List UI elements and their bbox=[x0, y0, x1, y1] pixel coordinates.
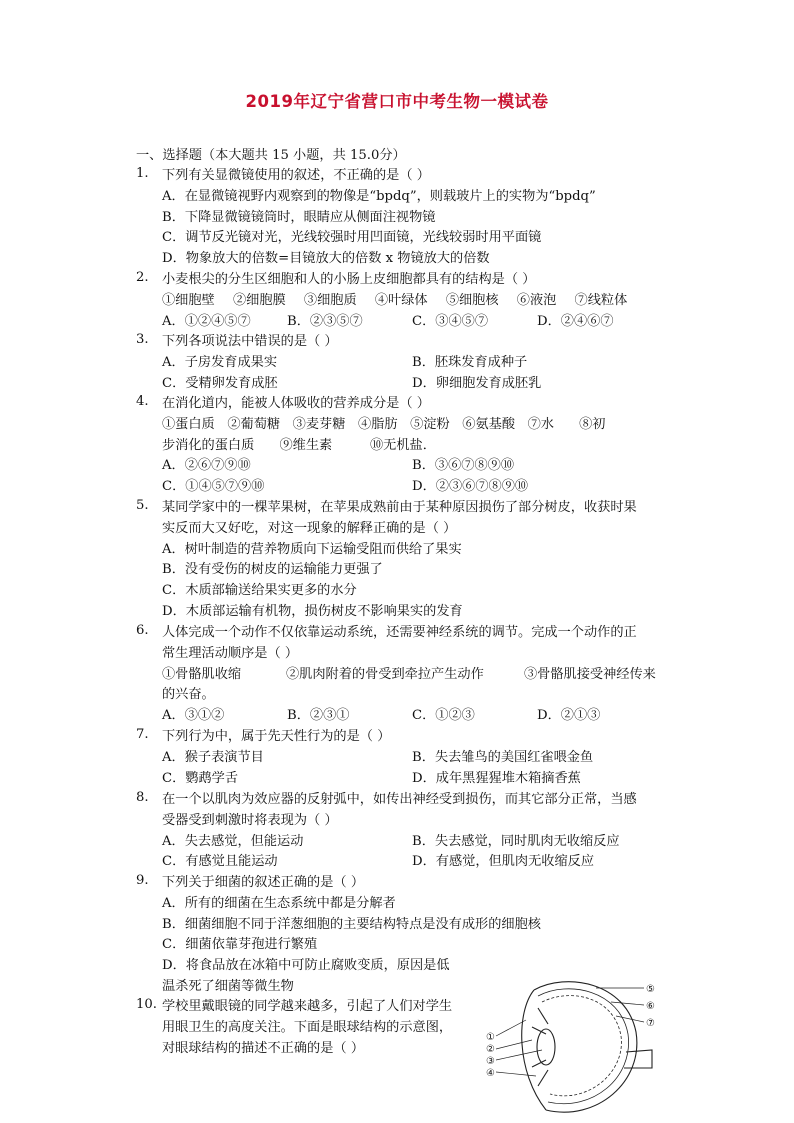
option-a: A．子房发育成果实 bbox=[162, 354, 278, 370]
question-5 bbox=[136, 498, 666, 623]
question-8 bbox=[136, 790, 666, 873]
label-3: ③ bbox=[486, 1056, 495, 1067]
option-d: D．②①③ bbox=[537, 708, 601, 724]
option-d: D．卵细胞发育成胚乳 bbox=[412, 375, 542, 391]
option-d: D．②④⑥⑦ bbox=[537, 313, 614, 329]
list-item: ③细胞质 bbox=[303, 292, 357, 308]
question-number: 3. bbox=[136, 332, 149, 347]
option-a: A．①②④⑤⑦ bbox=[162, 313, 251, 329]
page-title: 2019年辽宁省营口市中考生物一模试卷 bbox=[245, 92, 549, 111]
question-number: 8. bbox=[136, 790, 149, 805]
option-b: B．没有受伤的树皮的运输能力更强了 bbox=[162, 562, 383, 578]
list-item: ⑤细胞核 bbox=[445, 292, 499, 308]
nutrient-list: ①蛋白质 ②葡萄糖 ③麦芽糖 ④脂肪 ⑤淀粉 ⑥氨基酸 ⑦水 ⑧初 bbox=[162, 416, 606, 432]
option-a: A．树叶制造的营养物质向下运输受阻而供给了果实 bbox=[162, 541, 462, 557]
question-stem: 下列有关显微镜使用的叙述，不正确的是（ ） bbox=[162, 168, 430, 183]
question-number: 5. bbox=[136, 498, 149, 513]
question-stem: 在消化道内，能被人体吸收的营养成分是（ ） bbox=[162, 396, 430, 411]
question-4 bbox=[136, 394, 666, 498]
option-c: C．受精卵发育成胚 bbox=[162, 375, 278, 391]
option-c: C．有感觉且能运动 bbox=[162, 854, 278, 870]
option-c: C．①②③ bbox=[412, 708, 475, 724]
list-item: ①细胞壁 bbox=[162, 292, 215, 308]
label-1: ① bbox=[486, 1032, 495, 1043]
option-b: B．②③⑤⑦ bbox=[287, 313, 363, 329]
list-item: ②细胞膜 bbox=[232, 292, 286, 308]
question-stem: 在一个以肌肉为效应器的反射弧中，如传出神经受到损伤，而其它部分正常，当感 bbox=[162, 792, 637, 807]
option-d: D．物象放大的倍数=目镜放大的倍数 x 物镜放大的倍数 bbox=[162, 251, 490, 267]
optic-nerve bbox=[624, 1050, 652, 1068]
question-number: 4. bbox=[136, 394, 149, 409]
label-2: ② bbox=[486, 1044, 495, 1055]
option-c: C．木质部输送给果实更多的水分 bbox=[162, 583, 357, 599]
option-a: A．所有的细菌在生态系统中都是分解者 bbox=[162, 895, 396, 911]
list-item: ⑦线粒体 bbox=[574, 292, 628, 308]
step-item: ③骨骼肌接受神经传来 bbox=[524, 666, 656, 682]
choroid-outline bbox=[538, 989, 629, 1104]
question-stem: 人体完成一个动作不仅依靠运动系统，还需要神经系统的调节。完成一个动作的正 bbox=[162, 625, 637, 640]
lens-shape bbox=[537, 1029, 555, 1065]
cornea-outline bbox=[522, 990, 546, 1110]
question-stem-continued: 用眼卫生的高度关注。下面是眼球结构的示意图， bbox=[162, 1019, 453, 1035]
question-6 bbox=[136, 623, 666, 727]
question-stem: 小麦根尖的分生区细胞和人的小肠上皮细胞都具有的结构是（ ） bbox=[162, 272, 536, 287]
option-b: B．失去雏鸟的美国红雀喂金鱼 bbox=[412, 749, 594, 765]
question-3 bbox=[136, 332, 666, 394]
question-7 bbox=[136, 727, 666, 789]
question-stem: 下列关于细菌的叙述正确的是（ ） bbox=[162, 875, 365, 890]
section-heading: 一、选择题（本大题共 15 小题，共 15.0分） bbox=[136, 148, 406, 163]
question-stem: 下列各项说法中错误的是（ ） bbox=[162, 334, 338, 349]
question-stem-continued: 实反而大又好吃，对这一现象的解释正确的是（ ） bbox=[162, 520, 457, 536]
option-b: B．②③① bbox=[287, 708, 350, 724]
label-7: ⑦ bbox=[646, 1018, 655, 1029]
option-c: C．③④⑤⑦ bbox=[412, 313, 489, 329]
step-item: ①骨骼肌收缩 bbox=[162, 666, 242, 682]
question-stem: 学校里戴眼镜的同学越来越多，引起了人们对学生 bbox=[162, 999, 453, 1014]
option-d: D．木质部运输有机物，损伤树皮不影响果实的发育 bbox=[162, 603, 463, 619]
option-c: C．鹦鹉学舌 bbox=[162, 770, 239, 786]
question-stem-continued: 对眼球结构的描述不正确的是（ ） bbox=[162, 1040, 365, 1056]
option-a: A．在显微镜视野内观察到的物像是“bpdq”，则载玻片上的实物为“bpdq” bbox=[162, 188, 596, 204]
question-stem: 下列行为中，属于先天性行为的是（ ） bbox=[162, 729, 391, 744]
list-item: ⑥液泡 bbox=[516, 292, 557, 308]
option-d: D．成年黑猩猩堆木箱摘香蕉 bbox=[412, 770, 581, 786]
option-b: B．③⑥⑦⑧⑨⑩ bbox=[412, 458, 515, 474]
question-number: 6. bbox=[136, 623, 149, 638]
option-c: C．调节反光镜对光，光线较强时用凹面镜，光线较弱时用平面镜 bbox=[162, 230, 542, 246]
option-a: A．②⑥⑦⑨⑩ bbox=[162, 458, 251, 474]
label-5: ⑤ bbox=[646, 984, 655, 995]
option-d: D．将食品放在冰箱中可防止腐败变质，原因是低 bbox=[162, 958, 450, 974]
question-number: 9. bbox=[136, 873, 149, 888]
step-item-continued: 的兴奋。 bbox=[162, 687, 215, 703]
list-item: ④叶绿体 bbox=[374, 292, 428, 308]
option-b: B．胚珠发育成种子 bbox=[412, 354, 528, 370]
ciliary-lower bbox=[538, 1070, 548, 1086]
option-c: C．细菌依靠芽孢进行繁殖 bbox=[162, 937, 318, 953]
option-d: D．②③⑥⑦⑧⑨⑩ bbox=[412, 479, 529, 495]
option-d: D．有感觉，但肌肉无收缩反应 bbox=[412, 854, 595, 870]
option-b: B．细菌细胞不同于洋葱细胞的主要结构特点是没有成形的细胞核 bbox=[162, 916, 541, 932]
question-number: 10. bbox=[136, 997, 157, 1012]
option-d-continued: 温杀死了细菌等微生物 bbox=[162, 978, 294, 994]
step-item: ②肌肉附着的骨受到牵拉产生动作 bbox=[286, 666, 484, 682]
option-a: A．③①② bbox=[162, 708, 225, 724]
question-number: 1. bbox=[136, 166, 149, 181]
nutrient-list-continued: 步消化的蛋白质 ⑨维生素 ⑩无机盐． bbox=[162, 437, 436, 453]
iris-upper bbox=[532, 1027, 546, 1034]
question-stem-continued: 常生理活动顺序是（ ） bbox=[162, 645, 299, 661]
structure-list bbox=[162, 291, 666, 312]
eyeball-diagram bbox=[476, 972, 666, 1122]
question-number: 2. bbox=[136, 270, 149, 285]
iris-lower bbox=[532, 1060, 546, 1067]
option-c: C．①④⑤⑦⑨⑩ bbox=[162, 479, 265, 495]
ciliary-upper bbox=[538, 1008, 548, 1024]
option-a: A．猴子表演节目 bbox=[162, 749, 264, 765]
option-b: B．下降显微镜镜筒时，眼睛应从侧面注视物镜 bbox=[162, 209, 436, 225]
option-a: A．失去感觉，但能运动 bbox=[162, 833, 304, 849]
retina-outline bbox=[542, 996, 621, 1096]
question-2 bbox=[136, 270, 666, 332]
label-6: ⑥ bbox=[646, 1001, 655, 1012]
question-1 bbox=[136, 166, 666, 270]
question-stem: 某同学家中的一棵苹果树，在苹果成熟前由于某种原因损伤了部分树皮，收获时果 bbox=[162, 500, 637, 515]
question-stem-continued: 受器受到刺激时将表现为（ ） bbox=[162, 812, 338, 828]
question-number: 7. bbox=[136, 727, 149, 742]
option-b: B．失去感觉，同时肌肉无收缩反应 bbox=[412, 833, 620, 849]
label-4: ④ bbox=[486, 1068, 495, 1079]
